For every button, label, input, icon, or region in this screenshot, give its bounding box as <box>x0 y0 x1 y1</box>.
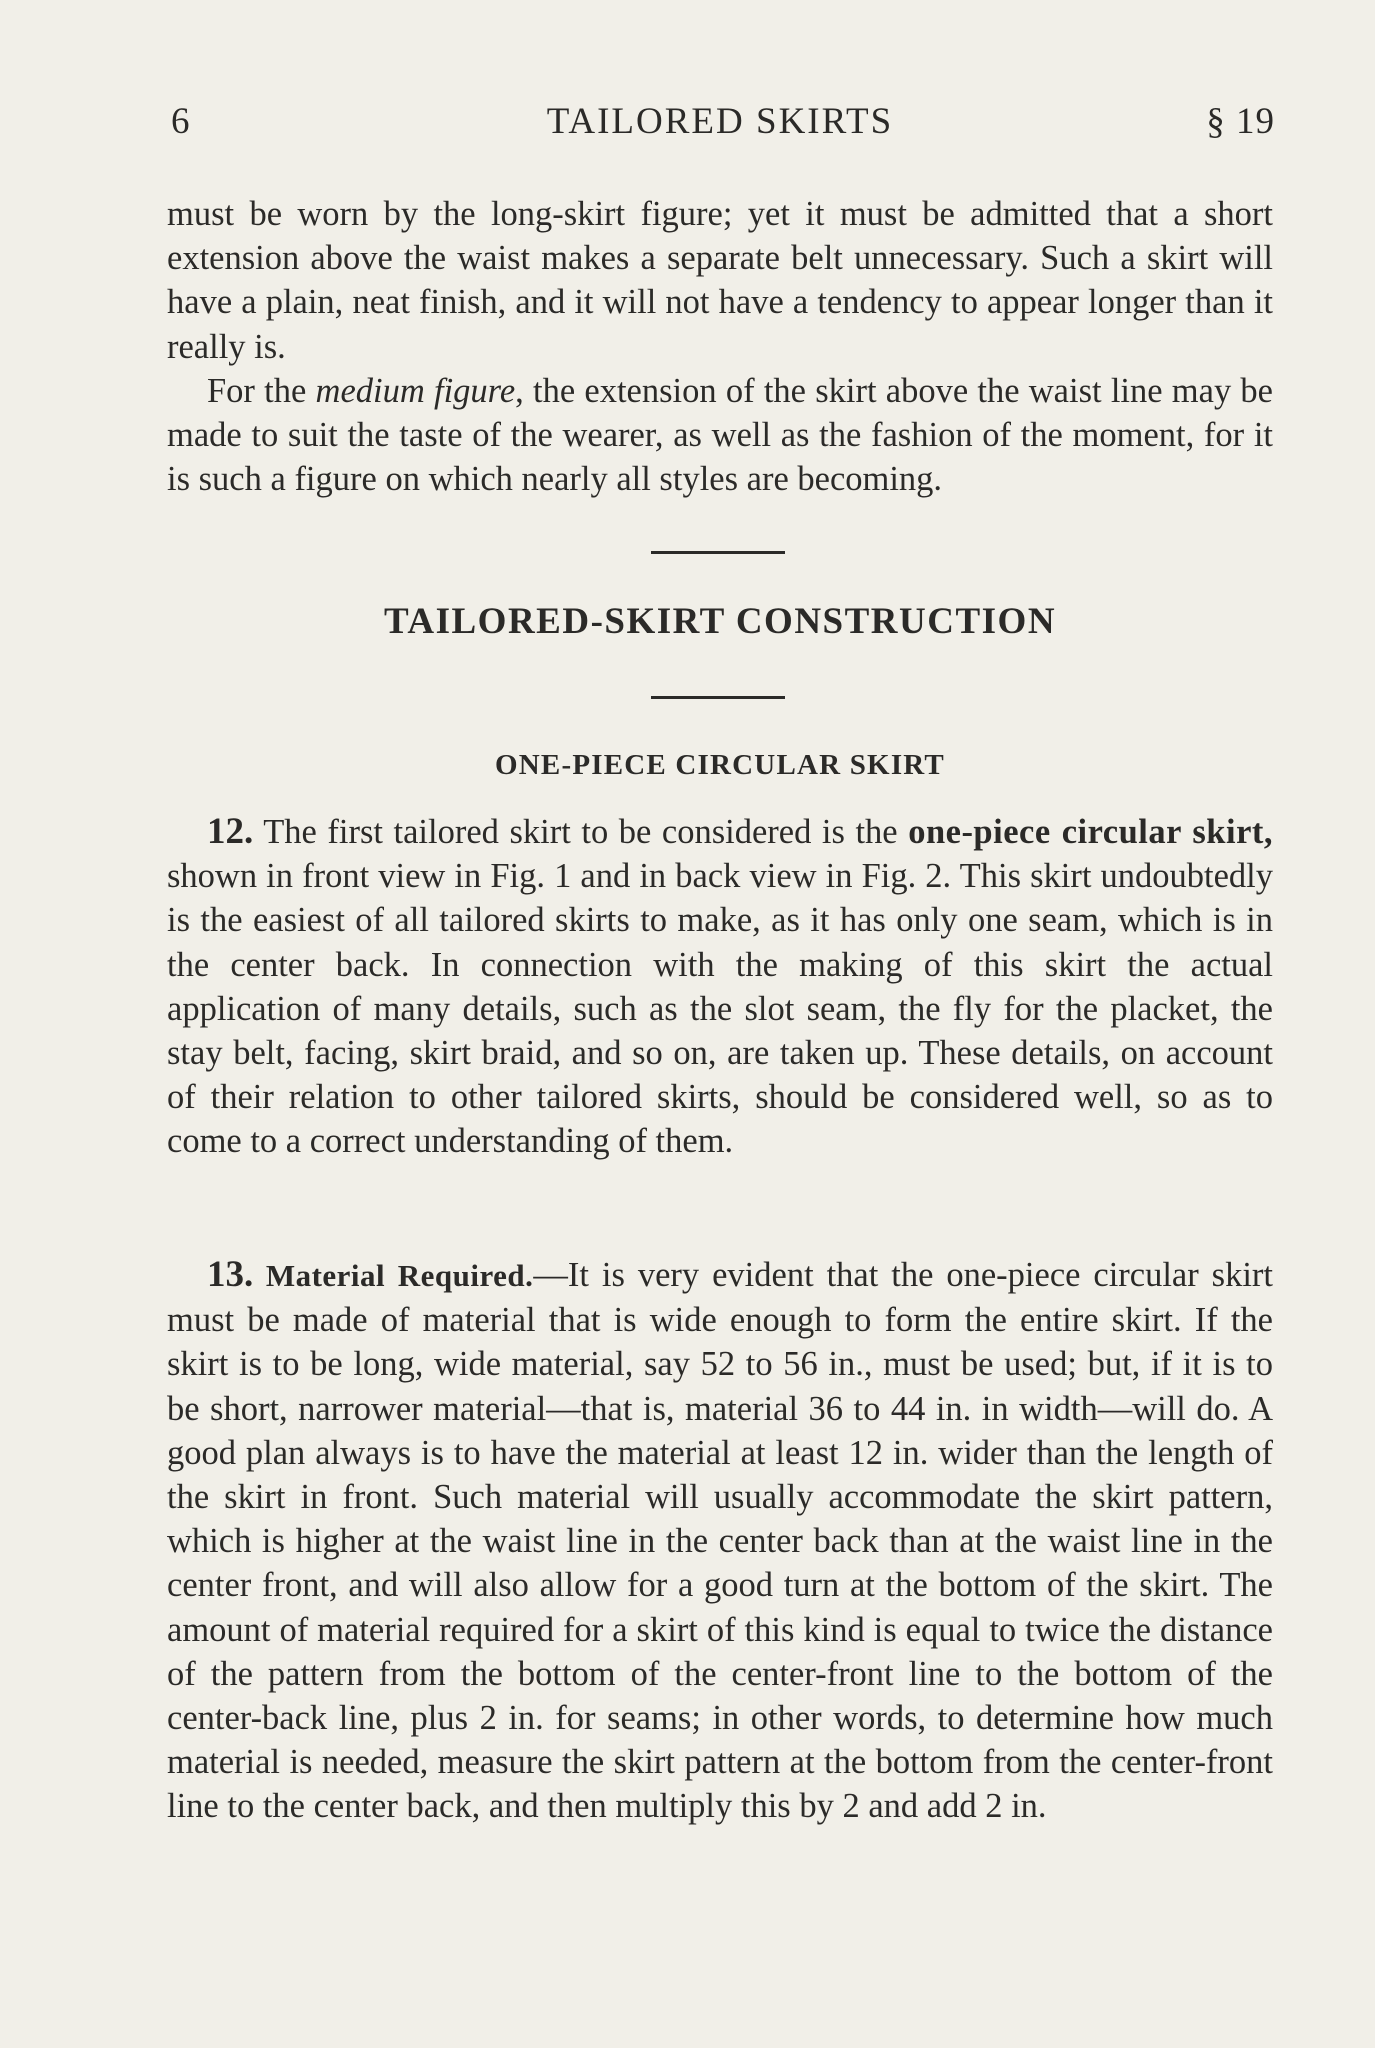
paragraph-title: Material Required. <box>253 1258 534 1293</box>
paragraph-text <box>167 810 1273 1164</box>
running-title: TAILORED SKIRTS <box>546 101 894 142</box>
divider-rule <box>651 551 785 554</box>
paragraph-number: 13. <box>207 1254 254 1295</box>
page-number: 6 <box>171 101 191 142</box>
paragraph-text: must be worn by the long-skirt figure; yet it must be admitted that a short extension above the waist makes a separate belt unnecessary. Such a skirt will have a plain, neat finish, and it will not have a tendency to appear longer than it really is. <box>167 195 1273 366</box>
running-header <box>165 100 1275 150</box>
paragraph-text <box>167 1253 1273 1829</box>
paragraph-13 <box>167 1253 1273 1829</box>
emphasis-term: medium figure <box>315 372 516 410</box>
section-number: § 19 <box>1206 101 1275 142</box>
paragraph-text <box>167 369 1273 502</box>
paragraph-continued <box>167 192 1273 369</box>
subsection-heading: ONE-PIECE CIRCULAR SKIRT <box>495 749 945 781</box>
paragraph-rest: shown in front view in Fig. 1 and in back view in Fig. 2. This skirt undoubtedly is the easiest of all tailored skirts to make, as it has only one seam, which is in the center back. In connection with the making of this skirt the actual application of many details, such as the slot seam, the fly for the placket, the stay belt, facing, skirt braid, and so on, are taken up. These details, on account of their relation to other tailored skirts, should be considered well, so as to come to a correct understanding of them. <box>167 857 1273 1161</box>
paragraph-rest: —It is very evident that the one-piece circular skirt must be made of material that is wide enough to form the entire skirt. If the skirt is to be long, wide material, say 52 to 56 in., must be used; but, if it is to be short, narrower material—that is, material 36 to 44 in. in width—will do. A good plan always is to have the material at least 12 in. wider than the length of the skirt in front. Such material will usually accommodate the skirt pattern, which is higher at the waist line in the center back than at the waist line in the center front, and will also allow for a good turn at the bottom of the skirt. The amount of material required for a skirt of this kind is equal to twice the distance of the pattern from the bottom of the center-front line to the bottom of the center-back line, plus 2 in. for seams; in other words, to determine how much material is needed, measure the skirt pattern at the bottom from the center-front line to the center back, and then multiply this by 2 and add 2 in. <box>167 1256 1273 1826</box>
section-heading: TAILORED-SKIRT CONSTRUCTION <box>383 601 1057 642</box>
paragraph-lead: The first tailored skirt to be considered is the <box>253 813 909 851</box>
paragraph-12 <box>167 810 1273 1164</box>
paragraph-number: 12. <box>207 811 254 852</box>
paragraph-medium-figure <box>167 369 1273 502</box>
paragraph-lead: For the <box>207 372 316 410</box>
paragraph-rest: , the extension of the skirt above the waist line may be made to suit the taste of the wearer, as well as the fashion of the moment, for it is such a figure on which nearly all styles are becoming. <box>167 372 1273 499</box>
keyword-term: one-piece circular skirt, <box>908 813 1274 851</box>
divider-rule <box>651 696 785 699</box>
